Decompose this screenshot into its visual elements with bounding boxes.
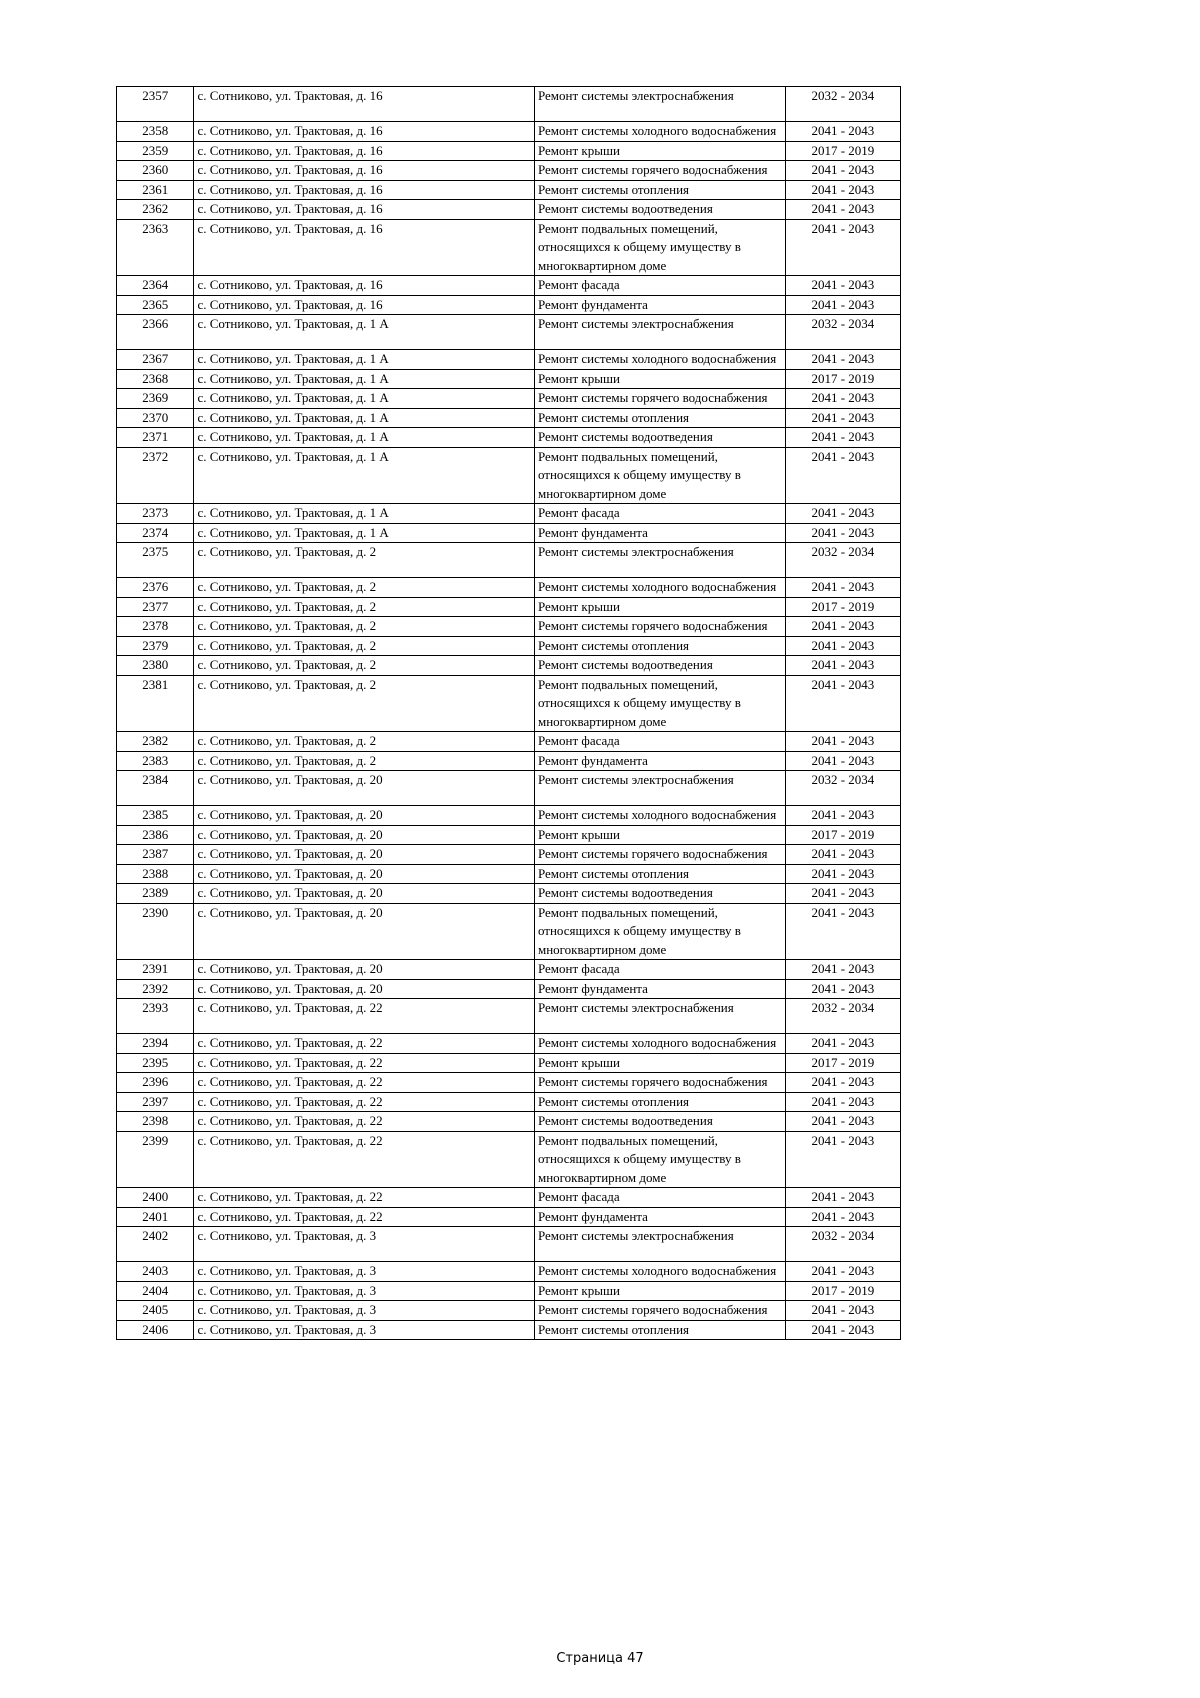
row-number: 2385 — [117, 806, 194, 826]
address-cell: с. Сотниково, ул. Трактовая, д. 16 — [194, 200, 535, 220]
work-type-cell: Ремонт крыши — [534, 1281, 785, 1301]
table-row — [117, 1092, 901, 1112]
table-row — [117, 428, 901, 448]
period-cell: 2041 - 2043 — [785, 447, 900, 504]
work-type-cell: Ремонт системы электроснабжения — [534, 999, 785, 1034]
work-type-cell: Ремонт системы горячего водоснабжения — [534, 1301, 785, 1321]
work-type-cell: Ремонт системы отопления — [534, 408, 785, 428]
row-number: 2376 — [117, 578, 194, 598]
row-number: 2398 — [117, 1112, 194, 1132]
period-cell: 2041 - 2043 — [785, 884, 900, 904]
row-number: 2363 — [117, 219, 194, 276]
address-cell: с. Сотниково, ул. Трактовая, д. 3 — [194, 1281, 535, 1301]
table-row — [117, 864, 901, 884]
row-number: 2378 — [117, 617, 194, 637]
period-cell: 2041 - 2043 — [785, 504, 900, 524]
table-row — [117, 122, 901, 142]
work-type-cell: Ремонт крыши — [534, 825, 785, 845]
work-type-cell: Ремонт системы холодного водоснабжения — [534, 350, 785, 370]
period-cell: 2041 - 2043 — [785, 960, 900, 980]
work-type-cell: Ремонт фасада — [534, 276, 785, 296]
row-number: 2361 — [117, 180, 194, 200]
row-number: 2372 — [117, 447, 194, 504]
period-cell: 2041 - 2043 — [785, 903, 900, 960]
address-cell: с. Сотниково, ул. Трактовая, д. 22 — [194, 1034, 535, 1054]
work-type-cell: Ремонт системы горячего водоснабжения — [534, 617, 785, 637]
repair-schedule-table — [116, 86, 901, 1340]
period-cell: 2041 - 2043 — [785, 806, 900, 826]
row-number: 2393 — [117, 999, 194, 1034]
address-cell: с. Сотниково, ул. Трактовая, д. 20 — [194, 864, 535, 884]
period-cell: 2041 - 2043 — [785, 295, 900, 315]
address-cell: с. Сотниково, ул. Трактовая, д. 22 — [194, 1092, 535, 1112]
period-cell: 2041 - 2043 — [785, 1092, 900, 1112]
row-number: 2377 — [117, 597, 194, 617]
period-cell: 2041 - 2043 — [785, 675, 900, 732]
row-number: 2401 — [117, 1207, 194, 1227]
period-cell: 2041 - 2043 — [785, 408, 900, 428]
table-row — [117, 1073, 901, 1093]
table-row — [117, 675, 901, 732]
address-cell: с. Сотниково, ул. Трактовая, д. 1 А — [194, 315, 535, 350]
period-cell: 2017 - 2019 — [785, 597, 900, 617]
row-number: 2375 — [117, 543, 194, 578]
table-row — [117, 543, 901, 578]
row-number: 2400 — [117, 1188, 194, 1208]
row-number: 2402 — [117, 1227, 194, 1262]
period-cell: 2041 - 2043 — [785, 200, 900, 220]
table-row — [117, 180, 901, 200]
address-cell: с. Сотниково, ул. Трактовая, д. 3 — [194, 1262, 535, 1282]
address-cell: с. Сотниково, ул. Трактовая, д. 2 — [194, 636, 535, 656]
table-row — [117, 903, 901, 960]
work-type-cell: Ремонт системы отопления — [534, 180, 785, 200]
period-cell: 2017 - 2019 — [785, 1281, 900, 1301]
address-cell: с. Сотниково, ул. Трактовая, д. 1 А — [194, 523, 535, 543]
work-type-cell: Ремонт системы горячего водоснабжения — [534, 161, 785, 181]
table-row — [117, 884, 901, 904]
row-number: 2359 — [117, 141, 194, 161]
period-cell: 2032 - 2034 — [785, 771, 900, 806]
table-row — [117, 87, 901, 122]
address-cell: с. Сотниково, ул. Трактовая, д. 22 — [194, 1131, 535, 1188]
row-number: 2396 — [117, 1073, 194, 1093]
address-cell: с. Сотниково, ул. Трактовая, д. 16 — [194, 219, 535, 276]
row-number: 2362 — [117, 200, 194, 220]
table-row — [117, 1053, 901, 1073]
period-cell: 2041 - 2043 — [785, 751, 900, 771]
table-row — [117, 617, 901, 637]
work-type-cell: Ремонт фундамента — [534, 979, 785, 999]
table-row — [117, 999, 901, 1034]
table-row — [117, 276, 901, 296]
address-cell: с. Сотниково, ул. Трактовая, д. 22 — [194, 1112, 535, 1132]
work-type-cell: Ремонт фасада — [534, 960, 785, 980]
period-cell: 2041 - 2043 — [785, 276, 900, 296]
address-cell: с. Сотниково, ул. Трактовая, д. 16 — [194, 161, 535, 181]
work-type-cell: Ремонт фундамента — [534, 1207, 785, 1227]
table-row — [117, 845, 901, 865]
address-cell: с. Сотниково, ул. Трактовая, д. 20 — [194, 771, 535, 806]
row-number: 2395 — [117, 1053, 194, 1073]
table-row — [117, 732, 901, 752]
work-type-cell: Ремонт системы водоотведения — [534, 1112, 785, 1132]
address-cell: с. Сотниково, ул. Трактовая, д. 20 — [194, 903, 535, 960]
address-cell: с. Сотниково, ул. Трактовая, д. 2 — [194, 675, 535, 732]
period-cell: 2041 - 2043 — [785, 864, 900, 884]
table-row — [117, 315, 901, 350]
table-row — [117, 636, 901, 656]
address-cell: с. Сотниково, ул. Трактовая, д. 2 — [194, 751, 535, 771]
address-cell: с. Сотниково, ул. Трактовая, д. 2 — [194, 617, 535, 637]
row-number: 2360 — [117, 161, 194, 181]
table-row — [117, 350, 901, 370]
period-cell: 2041 - 2043 — [785, 1131, 900, 1188]
row-number: 2397 — [117, 1092, 194, 1112]
period-cell: 2032 - 2034 — [785, 999, 900, 1034]
work-type-cell: Ремонт системы горячего водоснабжения — [534, 845, 785, 865]
table-row — [117, 389, 901, 409]
address-cell: с. Сотниково, ул. Трактовая, д. 1 А — [194, 350, 535, 370]
table-row — [117, 1112, 901, 1132]
address-cell: с. Сотниково, ул. Трактовая, д. 22 — [194, 1073, 535, 1093]
address-cell: с. Сотниково, ул. Трактовая, д. 1 А — [194, 408, 535, 428]
address-cell: с. Сотниково, ул. Трактовая, д. 22 — [194, 1188, 535, 1208]
period-cell: 2041 - 2043 — [785, 428, 900, 448]
row-number: 2405 — [117, 1301, 194, 1321]
work-type-cell: Ремонт фасада — [534, 732, 785, 752]
table-row — [117, 504, 901, 524]
address-cell: с. Сотниково, ул. Трактовая, д. 1 А — [194, 428, 535, 448]
table-row — [117, 656, 901, 676]
work-type-cell: Ремонт фундамента — [534, 751, 785, 771]
row-number: 2369 — [117, 389, 194, 409]
work-type-cell: Ремонт системы электроснабжения — [534, 315, 785, 350]
period-cell: 2041 - 2043 — [785, 1034, 900, 1054]
period-cell: 2041 - 2043 — [785, 979, 900, 999]
table-row — [117, 806, 901, 826]
address-cell: с. Сотниково, ул. Трактовая, д. 20 — [194, 960, 535, 980]
address-cell: с. Сотниково, ул. Трактовая, д. 1 А — [194, 389, 535, 409]
row-number: 2370 — [117, 408, 194, 428]
period-cell: 2041 - 2043 — [785, 180, 900, 200]
page-number: Страница 47 — [556, 1651, 644, 1666]
row-number: 2394 — [117, 1034, 194, 1054]
table-row — [117, 1227, 901, 1262]
row-number: 2406 — [117, 1320, 194, 1340]
address-cell: с. Сотниково, ул. Трактовая, д. 3 — [194, 1301, 535, 1321]
period-cell: 2041 - 2043 — [785, 845, 900, 865]
work-type-cell: Ремонт подвальных помещений, относящихся к общему имуществу в многоквартирном доме — [534, 903, 785, 960]
period-cell: 2041 - 2043 — [785, 161, 900, 181]
period-cell: 2041 - 2043 — [785, 1262, 900, 1282]
period-cell: 2041 - 2043 — [785, 1301, 900, 1321]
row-number: 2399 — [117, 1131, 194, 1188]
work-type-cell: Ремонт системы водоотведения — [534, 656, 785, 676]
row-number: 2357 — [117, 87, 194, 122]
address-cell: с. Сотниково, ул. Трактовая, д. 20 — [194, 825, 535, 845]
address-cell: с. Сотниково, ул. Трактовая, д. 16 — [194, 141, 535, 161]
row-number: 2379 — [117, 636, 194, 656]
row-number: 2389 — [117, 884, 194, 904]
work-type-cell: Ремонт подвальных помещений, относящихся к общему имуществу в многоквартирном доме — [534, 447, 785, 504]
table-row — [117, 771, 901, 806]
address-cell: с. Сотниково, ул. Трактовая, д. 20 — [194, 884, 535, 904]
period-cell: 2041 - 2043 — [785, 122, 900, 142]
work-type-cell: Ремонт фасада — [534, 504, 785, 524]
period-cell: 2041 - 2043 — [785, 732, 900, 752]
period-cell: 2041 - 2043 — [785, 389, 900, 409]
work-type-cell: Ремонт системы горячего водоснабжения — [534, 1073, 785, 1093]
period-cell: 2041 - 2043 — [785, 350, 900, 370]
address-cell: с. Сотниково, ул. Трактовая, д. 2 — [194, 656, 535, 676]
work-type-cell: Ремонт системы отопления — [534, 864, 785, 884]
period-cell: 2041 - 2043 — [785, 656, 900, 676]
work-type-cell: Ремонт системы отопления — [534, 1320, 785, 1340]
row-number: 2390 — [117, 903, 194, 960]
period-cell: 2041 - 2043 — [785, 1207, 900, 1227]
table-row — [117, 1320, 901, 1340]
work-type-cell: Ремонт системы водоотведения — [534, 200, 785, 220]
table-row — [117, 200, 901, 220]
table-row — [117, 1262, 901, 1282]
address-cell: с. Сотниково, ул. Трактовая, д. 1 А — [194, 447, 535, 504]
work-type-cell: Ремонт системы холодного водоснабжения — [534, 1034, 785, 1054]
row-number: 2365 — [117, 295, 194, 315]
address-cell: с. Сотниково, ул. Трактовая, д. 20 — [194, 806, 535, 826]
table-row — [117, 960, 901, 980]
work-type-cell: Ремонт системы электроснабжения — [534, 771, 785, 806]
work-type-cell: Ремонт подвальных помещений, относящихся к общему имуществу в многоквартирном доме — [534, 219, 785, 276]
row-number: 2382 — [117, 732, 194, 752]
address-cell: с. Сотниково, ул. Трактовая, д. 3 — [194, 1320, 535, 1340]
work-type-cell: Ремонт системы отопления — [534, 1092, 785, 1112]
row-number: 2367 — [117, 350, 194, 370]
row-number: 2391 — [117, 960, 194, 980]
period-cell: 2032 - 2034 — [785, 1227, 900, 1262]
row-number: 2366 — [117, 315, 194, 350]
row-number: 2386 — [117, 825, 194, 845]
address-cell: с. Сотниково, ул. Трактовая, д. 22 — [194, 999, 535, 1034]
work-type-cell: Ремонт фундамента — [534, 523, 785, 543]
work-type-cell: Ремонт системы холодного водоснабжения — [534, 1262, 785, 1282]
row-number: 2358 — [117, 122, 194, 142]
period-cell: 2041 - 2043 — [785, 219, 900, 276]
address-cell: с. Сотниково, ул. Трактовая, д. 16 — [194, 276, 535, 296]
address-cell: с. Сотниково, ул. Трактовая, д. 2 — [194, 597, 535, 617]
address-cell: с. Сотниково, ул. Трактовая, д. 22 — [194, 1053, 535, 1073]
period-cell: 2041 - 2043 — [785, 1073, 900, 1093]
period-cell: 2041 - 2043 — [785, 578, 900, 598]
table-row — [117, 369, 901, 389]
address-cell: с. Сотниково, ул. Трактовая, д. 1 А — [194, 369, 535, 389]
work-type-cell: Ремонт системы горячего водоснабжения — [534, 389, 785, 409]
work-type-cell: Ремонт крыши — [534, 141, 785, 161]
period-cell: 2041 - 2043 — [785, 617, 900, 637]
period-cell: 2041 - 2043 — [785, 636, 900, 656]
row-number: 2373 — [117, 504, 194, 524]
address-cell: с. Сотниково, ул. Трактовая, д. 20 — [194, 979, 535, 999]
address-cell: с. Сотниково, ул. Трактовая, д. 3 — [194, 1227, 535, 1262]
period-cell: 2032 - 2034 — [785, 315, 900, 350]
table-row — [117, 523, 901, 543]
table-row — [117, 295, 901, 315]
table-row — [117, 447, 901, 504]
work-type-cell: Ремонт системы отопления — [534, 636, 785, 656]
period-cell: 2041 - 2043 — [785, 1320, 900, 1340]
work-type-cell: Ремонт системы холодного водоснабжения — [534, 806, 785, 826]
address-cell: с. Сотниково, ул. Трактовая, д. 1 А — [194, 504, 535, 524]
row-number: 2374 — [117, 523, 194, 543]
table-row — [117, 825, 901, 845]
work-type-cell: Ремонт системы водоотведения — [534, 428, 785, 448]
address-cell: с. Сотниково, ул. Трактовая, д. 16 — [194, 122, 535, 142]
table-row — [117, 219, 901, 276]
work-type-cell: Ремонт фасада — [534, 1188, 785, 1208]
row-number: 2392 — [117, 979, 194, 999]
address-cell: с. Сотниково, ул. Трактовая, д. 16 — [194, 180, 535, 200]
address-cell: с. Сотниково, ул. Трактовая, д. 22 — [194, 1207, 535, 1227]
period-cell: 2017 - 2019 — [785, 369, 900, 389]
period-cell: 2017 - 2019 — [785, 1053, 900, 1073]
period-cell: 2032 - 2034 — [785, 87, 900, 122]
work-type-cell: Ремонт системы холодного водоснабжения — [534, 122, 785, 142]
table-row — [117, 1281, 901, 1301]
row-number: 2404 — [117, 1281, 194, 1301]
work-type-cell: Ремонт системы электроснабжения — [534, 1227, 785, 1262]
table-row — [117, 1034, 901, 1054]
table-row — [117, 161, 901, 181]
row-number: 2380 — [117, 656, 194, 676]
work-type-cell: Ремонт крыши — [534, 597, 785, 617]
row-number: 2364 — [117, 276, 194, 296]
row-number: 2381 — [117, 675, 194, 732]
table-row — [117, 597, 901, 617]
address-cell: с. Сотниково, ул. Трактовая, д. 16 — [194, 87, 535, 122]
period-cell: 2041 - 2043 — [785, 523, 900, 543]
address-cell: с. Сотниково, ул. Трактовая, д. 2 — [194, 578, 535, 598]
work-type-cell: Ремонт системы электроснабжения — [534, 87, 785, 122]
work-type-cell: Ремонт крыши — [534, 1053, 785, 1073]
work-type-cell: Ремонт системы электроснабжения — [534, 543, 785, 578]
period-cell: 2017 - 2019 — [785, 825, 900, 845]
address-cell: с. Сотниково, ул. Трактовая, д. 2 — [194, 543, 535, 578]
table-row — [117, 1188, 901, 1208]
period-cell: 2041 - 2043 — [785, 1112, 900, 1132]
table-row — [117, 979, 901, 999]
row-number: 2384 — [117, 771, 194, 806]
table-row — [117, 1207, 901, 1227]
address-cell: с. Сотниково, ул. Трактовая, д. 20 — [194, 845, 535, 865]
table-row — [117, 578, 901, 598]
address-cell: с. Сотниково, ул. Трактовая, д. 2 — [194, 732, 535, 752]
table-row — [117, 1131, 901, 1188]
table-row — [117, 1301, 901, 1321]
work-type-cell: Ремонт подвальных помещений, относящихся к общему имуществу в многоквартирном доме — [534, 675, 785, 732]
row-number: 2387 — [117, 845, 194, 865]
row-number: 2383 — [117, 751, 194, 771]
work-type-cell: Ремонт системы холодного водоснабжения — [534, 578, 785, 598]
row-number: 2371 — [117, 428, 194, 448]
row-number: 2388 — [117, 864, 194, 884]
table-row — [117, 751, 901, 771]
work-type-cell: Ремонт подвальных помещений, относящихся к общему имуществу в многоквартирном доме — [534, 1131, 785, 1188]
address-cell: с. Сотниково, ул. Трактовая, д. 16 — [194, 295, 535, 315]
table-body — [117, 87, 901, 1340]
period-cell: 2041 - 2043 — [785, 1188, 900, 1208]
work-type-cell: Ремонт фундамента — [534, 295, 785, 315]
period-cell: 2017 - 2019 — [785, 141, 900, 161]
period-cell: 2032 - 2034 — [785, 543, 900, 578]
row-number: 2403 — [117, 1262, 194, 1282]
work-type-cell: Ремонт системы водоотведения — [534, 884, 785, 904]
work-type-cell: Ремонт крыши — [534, 369, 785, 389]
table-row — [117, 408, 901, 428]
row-number: 2368 — [117, 369, 194, 389]
table-row — [117, 141, 901, 161]
